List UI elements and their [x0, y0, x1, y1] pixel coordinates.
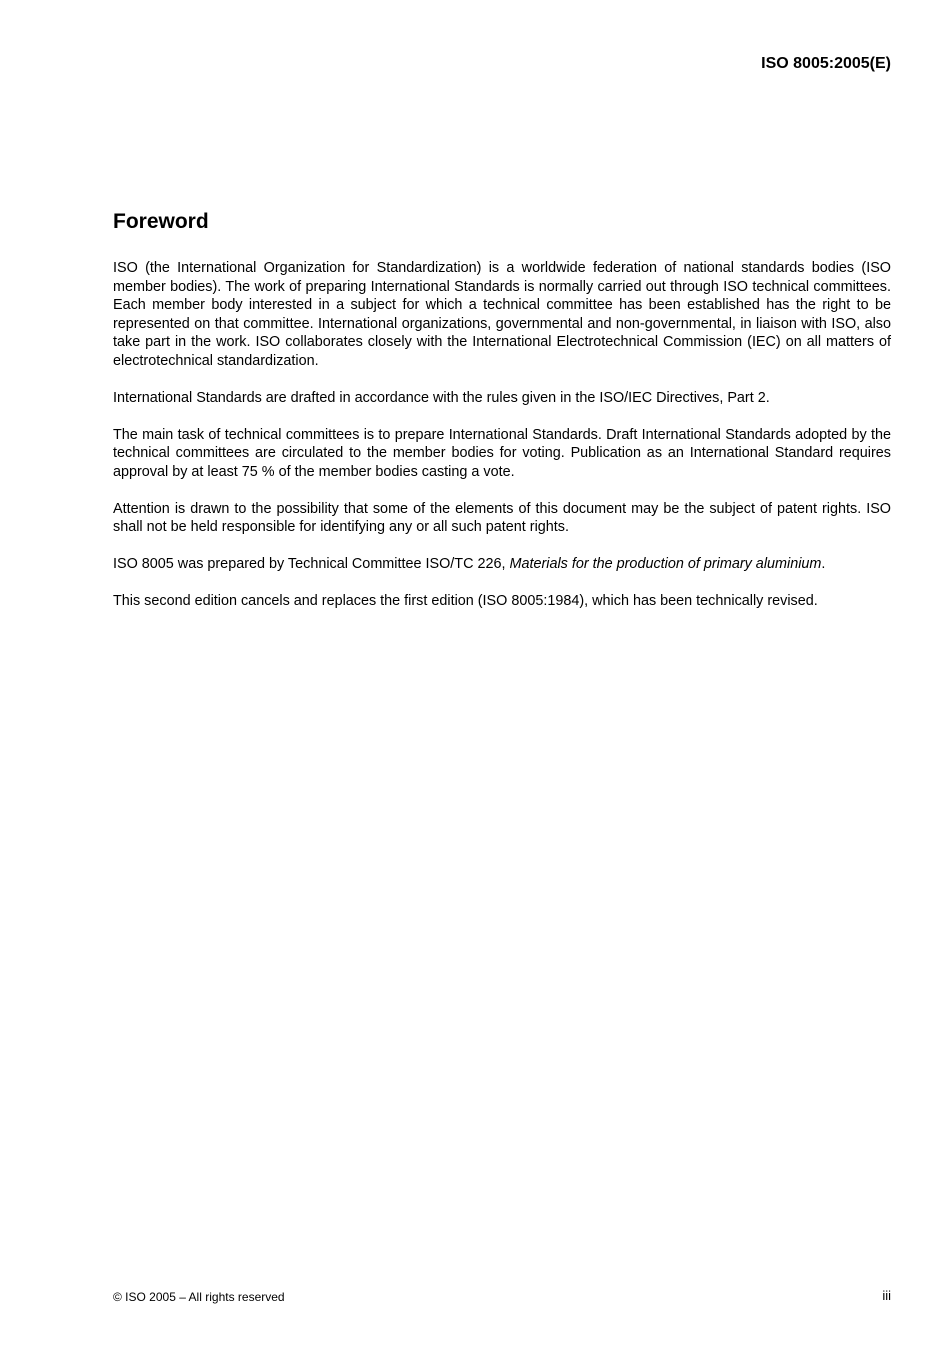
paragraph-patent-notice: Attention is drawn to the possibility that some of the elements of this document may be the subject of patent rights. ISO shall not be held responsible for identifying any or all such patent rights.	[113, 500, 891, 535]
page-title: Foreword	[113, 210, 209, 233]
committee-title: Materials for the production of primary aluminium	[509, 556, 822, 572]
page-number: iii	[882, 1288, 891, 1303]
paragraph-committee-task: The main task of technical committees is to prepare International Standards. Draft International Standards adopted by the technical committees are circulated to the member bodies for voting. Publication as an International Standard requires approval by at least 75 % of the member bodies casting a vote.	[113, 426, 891, 480]
paragraph-drafting-rules: International Standards are drafted in accordance with the rules given in the ISO/IEC Directives, Part 2.	[113, 389, 770, 406]
paragraph-iso-description: ISO (the International Organization for Standardization) is a worldwide federation of national standards bodies (ISO member bodies). The work of preparing International Standards is normally carried out through ISO technical committees. Each member body interested in a subject for which a technical committee has been established has the right to be represented on that committee. International organizations, governmental and non-governmental, in liaison with ISO, also take part in the work. ISO collaborates closely with the International Electrotechnical Commission (IEC) on all matters of electrotechnical standardization.	[113, 260, 891, 369]
copyright-notice: © ISO 2005 – All rights reserved	[113, 1290, 285, 1304]
paragraph-prepared-by	[113, 555, 891, 574]
paragraph-edition-note: This second edition cancels and replaces the first edition (ISO 8005:1984), which has been technically revised.	[113, 593, 818, 609]
document-code: ISO 8005:2005(E)	[761, 55, 891, 72]
prepared-by-end: .	[821, 556, 826, 572]
prepared-by-text: ISO 8005 was prepared by Technical Committee ISO/TC 226,	[113, 556, 510, 572]
foreword-body	[113, 259, 891, 629]
